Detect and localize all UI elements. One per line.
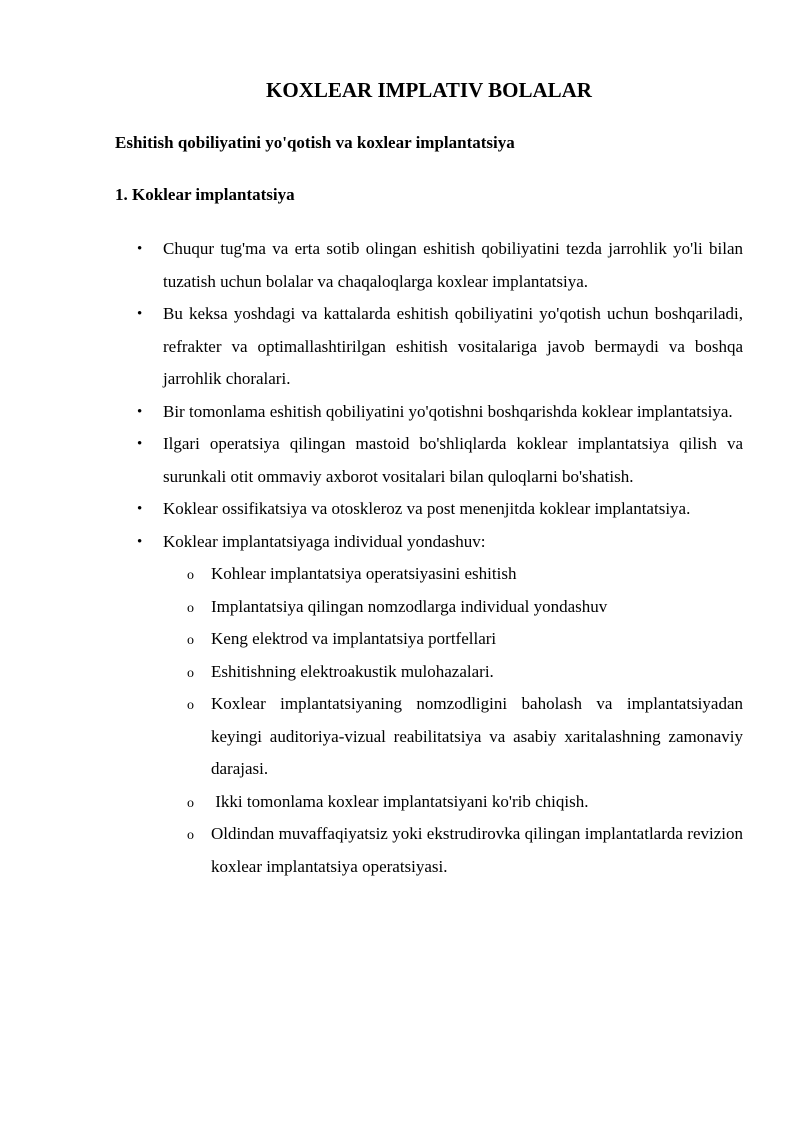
sub-bullet-icon: o [187, 665, 194, 681]
bullet-list [115, 233, 743, 883]
sub-list-item [163, 818, 743, 883]
bullet-icon: • [137, 436, 143, 452]
sub-list-item [163, 688, 743, 786]
sub-bullet-icon: o [187, 698, 194, 713]
bullet-icon: • [137, 501, 143, 517]
list-item-text: Koklear implantatsiyaga individual yondashuv: [163, 531, 486, 551]
bullet-icon: • [137, 306, 143, 322]
document-subtitle: Eshitish qobiliyatini yo'qotish va koxlear implantatsiya [115, 133, 515, 152]
sub-bullet-icon: o [187, 568, 194, 583]
bullet-icon: • [137, 241, 143, 257]
list-item-text: Bir tomonlama eshitish qobiliyatini yo'qotishni boshqarishda koklear implantatsiya. [163, 401, 733, 421]
sub-list-item-text: Oldindan muvaffaqiyatsiz yoki ekstrudirovka qilingan implantatlarda revizion koxlear implantatsiya operatsiyasi. [211, 824, 743, 876]
bullet-icon: • [137, 533, 143, 550]
sub-list-item [163, 558, 743, 591]
list-item-text: Bu keksa yoshdagi va kattalarda eshitish qobiliyatini yo'qotish uchun boshqariladi, refrakter va optimallashtirilgan eshitish vositalariga javob bermaydi va boshqa jarrohlik choralari. [163, 304, 743, 388]
list-item [115, 493, 743, 526]
sub-list-item-text: Implantatsiya qilingan nomzodlarga individual yondashuv [211, 596, 608, 616]
sub-list [163, 558, 743, 883]
document-title: KOXLEAR IMPLATIV BOLALAR [266, 78, 592, 102]
list-item [115, 396, 743, 429]
list-item [115, 428, 743, 493]
section-heading: 1. Koklear implantatsiya [115, 185, 295, 204]
list-item [115, 526, 743, 884]
sub-list-item [163, 623, 743, 656]
list-item-text: Koklear ossifikatsiya va otoskleroz va post menenjitda koklear implantatsiya. [163, 499, 691, 518]
sub-list-item [163, 786, 743, 819]
sub-list-item [163, 591, 743, 624]
sub-list-item-text: Keng elektrod va implantatsiya portfellari [211, 629, 497, 648]
list-item-text: Ilgari operatsiya qilingan mastoid bo'shliqlarda koklear implantatsiya qilish va surunkali otit ommaviy axborot vositalari bilan quloqlarni bo'shatish. [163, 434, 743, 486]
sub-bullet-icon: o [187, 600, 194, 616]
sub-list-item-text: Kohlear implantatsiya operatsiyasini eshitish [211, 564, 517, 583]
sub-list-item [163, 656, 743, 689]
list-item [115, 233, 743, 298]
bullet-icon: • [137, 403, 143, 420]
sub-bullet-icon: o [187, 828, 194, 843]
sub-list-item-text: Eshitishning elektroakustik mulohazalari. [211, 661, 494, 681]
list-item [115, 298, 743, 396]
sub-list-item-text: Ikki tomonlama koxlear implantatsiyani ko'rib chiqish. [211, 791, 589, 811]
sub-list-item-text: Koxlear implantatsiyaning nomzodligini baholash va implantatsiyadan keyingi auditoriya-vizual reabilitatsiya va asabiy xaritalashning zamonaviy darajasi. [211, 694, 743, 778]
sub-bullet-icon: o [187, 633, 194, 648]
list-item-text: Chuqur tug'ma va erta sotib olingan eshitish qobiliyatini tezda jarrohlik yo'li bilan tuzatish uchun bolalar va chaqaloqlarga koxlear implantatsiya. [163, 239, 743, 291]
sub-bullet-icon: o [187, 795, 194, 811]
